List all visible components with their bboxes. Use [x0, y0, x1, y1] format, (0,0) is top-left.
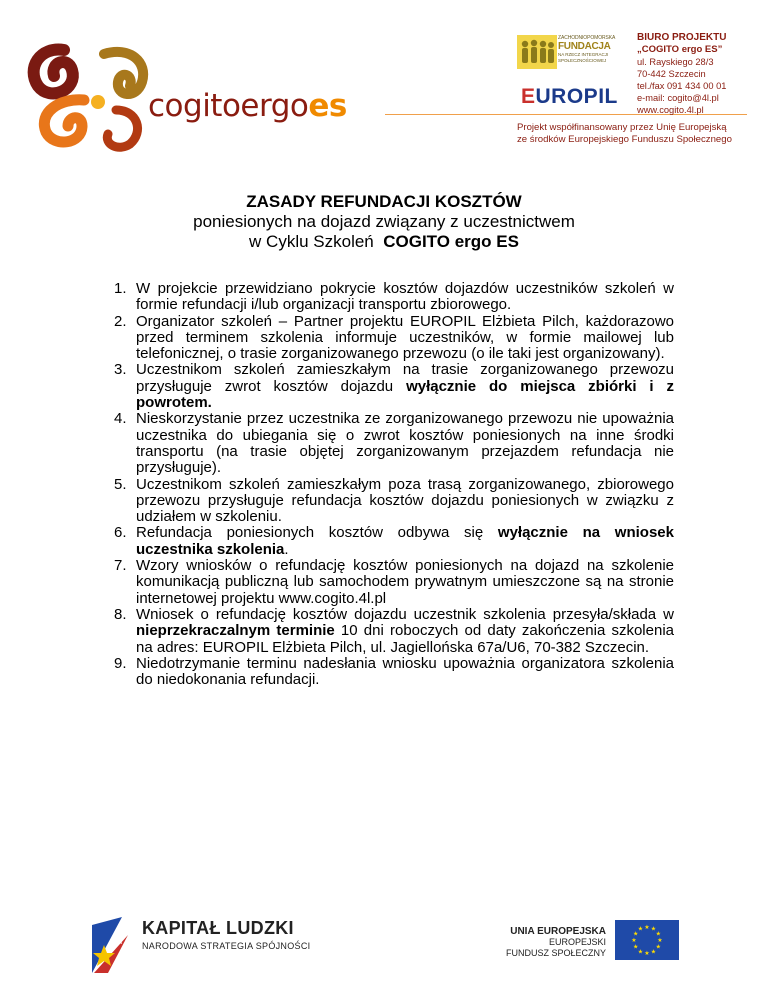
eu-star-icon: ★: [637, 926, 644, 933]
eu-star-icon: ★: [644, 925, 650, 931]
rule-item: [114, 607, 674, 656]
eu-star-icon: ★: [644, 951, 650, 957]
rule-text: Niedotrzymanie terminu nadesłania wniosku upoważnia organizatora szkolenia do niedokonania refundacji.: [136, 654, 674, 689]
eu-star-icon: ★: [633, 931, 639, 938]
foundation-line1: ZACHODNIOPOMORSKA: [558, 35, 616, 41]
eu-star-icon: ★: [655, 944, 661, 951]
rule-item: [114, 281, 674, 314]
project-office-contact: [637, 32, 726, 116]
eu-star-icon: ★: [650, 949, 657, 956]
rule-item: [114, 477, 674, 526]
eu-flag-icon: [615, 920, 679, 960]
rule-item: [114, 362, 674, 411]
document-subtitle-2: w Cyklu Szkoleń COGITO ergo ES: [249, 232, 519, 251]
rule-emphasis: wyłącznie na wniosek uczestnika szkolenia: [136, 524, 674, 558]
rule-number: 7.: [114, 557, 127, 575]
office-website: www.cogito.4l.pl: [637, 105, 704, 115]
office-phone: tel./fax 091 434 00 01: [637, 81, 727, 91]
cofinance-note: Projekt współfinansowany przez Unię Europejską ze środków Europejskiego Funduszu Społecznego: [517, 122, 732, 145]
rule-text: .: [284, 540, 289, 558]
eu-star-icon: ★: [637, 949, 644, 956]
foundation-line4: SPOŁECZNOŚCIOWEJ: [558, 57, 607, 63]
zachodniopomorska-fundacja-logo: [517, 35, 621, 69]
office-title: BIURO PROJEKTU: [637, 32, 727, 43]
eu-line2: FUNDUSZ SPOŁECZNY: [505, 948, 606, 958]
rule-emphasis: nieprzekraczalnym terminie: [136, 622, 335, 640]
rule-number: 3.: [114, 361, 127, 379]
cogito-ergo-es-wordmark: cogitoergoes: [148, 88, 347, 124]
kapital-ludzki-wordmark: [142, 918, 310, 951]
rule-item: [114, 411, 674, 476]
rule-text: Organizator szkoleń – Partner projektu EUROPIL Elżbieta Pilch, każdorazowo przed terminem szkolenia informuje uczestników, w formie mailowej lub telefonicznej, o trasie zorganizowanego przewozu (o ile taki jest organizowany).: [136, 312, 674, 363]
rule-text: Uczestnikom szkoleń zamieszkałym na trasie zorganizowanego przewozu przysługuje zwrot kosztów dojazdu: [136, 361, 674, 395]
refund-rules-list: [114, 281, 674, 688]
foundation-line3: NA RZECZ INTEGRACJI: [558, 52, 609, 57]
rule-number: 6.: [114, 524, 127, 542]
rule-number: 5.: [114, 475, 127, 493]
rule-number: 9.: [114, 654, 127, 672]
rule-text: Refundacja poniesionych kosztów odbywa się: [136, 524, 498, 542]
rule-item: [114, 314, 674, 363]
rule-text: 10 dni roboczych od daty zakończenia szkolenia na adres: EUROPIL Elżbieta Pilch, ul. Jagiellońska 67a/U6, 70-382 Szczecin.: [136, 622, 674, 656]
eu-star-icon: ★: [657, 938, 663, 944]
office-city: 70-442 Szczecin: [637, 69, 706, 79]
rule-item: [114, 656, 674, 689]
rule-item: [114, 558, 674, 607]
document-subtitle: poniesionych na dojazd związany z uczestnictwem: [193, 212, 575, 231]
eu-star-icon: ★: [655, 931, 661, 938]
rule-number: 2.: [114, 312, 127, 330]
eu-star-icon: ★: [650, 926, 657, 933]
eu-star-icon: ★: [633, 944, 639, 951]
office-subtitle: „COGITO ergo ES”: [637, 44, 723, 55]
office-street: ul. Rayskiego 28/3: [637, 57, 714, 67]
eu-line1: EUROPEJSKI: [548, 937, 606, 947]
kapital-ludzki-emblem: [88, 915, 148, 975]
office-email: e-mail: cogito@4l.pl: [637, 93, 719, 103]
people-icon: [517, 35, 557, 69]
europil-logo: EUROPIL: [521, 85, 618, 108]
kapital-ludzki-title: KAPITAŁ LUDZKI: [142, 918, 294, 938]
rule-text: Nieskorzystanie przez uczestnika ze zorganizowanego przewozu nie upoważnia uczestnika do ubiegania się o zwrot kosztów poniesionych na inne środki transportu (na trasie objętej zorganizowanym przejazdem refundacja nie przysługuje).: [136, 410, 674, 477]
rule-text: Wzory wniosków o refundację kosztów poniesionych na dojazd na szkolenie komunikacją publiczną lub samochodem prywatnym umieszczone są na stronie internetowej projektu www.cogito.4l.pl: [136, 557, 674, 607]
eu-fund-label: [478, 926, 606, 959]
rule-text: W projekcie przewidziano pokrycie kosztów dojazdów uczestników szkoleń w formie refundacji i/lub organizacji transportu zbiorowego.: [136, 280, 674, 314]
rule-text: Wniosek o refundację kosztów dojazdu uczestnik szkolenia przesyła/składa w: [136, 605, 674, 623]
rule-emphasis: wyłącznie do miejsca zbiórki i z powrotem.: [136, 377, 674, 412]
eu-star-icon: ★: [631, 938, 637, 944]
document-title: ZASADY REFUNDACJI KOSZTÓW: [246, 192, 522, 211]
rule-number: 8.: [114, 605, 127, 623]
eu-title: UNIA EUROPEJSKA: [510, 926, 606, 937]
kapital-ludzki-subtitle: NARODOWA STRATEGIA SPÓJNOŚCI: [142, 941, 311, 951]
document-title-block: [0, 192, 768, 252]
rule-text: Uczestnikom szkoleń zamieszkałym poza trasą zorganizowanego, zbiorowego przewozu przysługuje refundacja kosztów dojazdu poniesionych w związku z udziałem w szkoleniu.: [136, 475, 674, 526]
foundation-name: FUNDACJA: [558, 41, 611, 52]
rule-number: 1.: [114, 280, 127, 297]
rule-item: [114, 525, 674, 558]
rule-number: 4.: [114, 410, 127, 428]
